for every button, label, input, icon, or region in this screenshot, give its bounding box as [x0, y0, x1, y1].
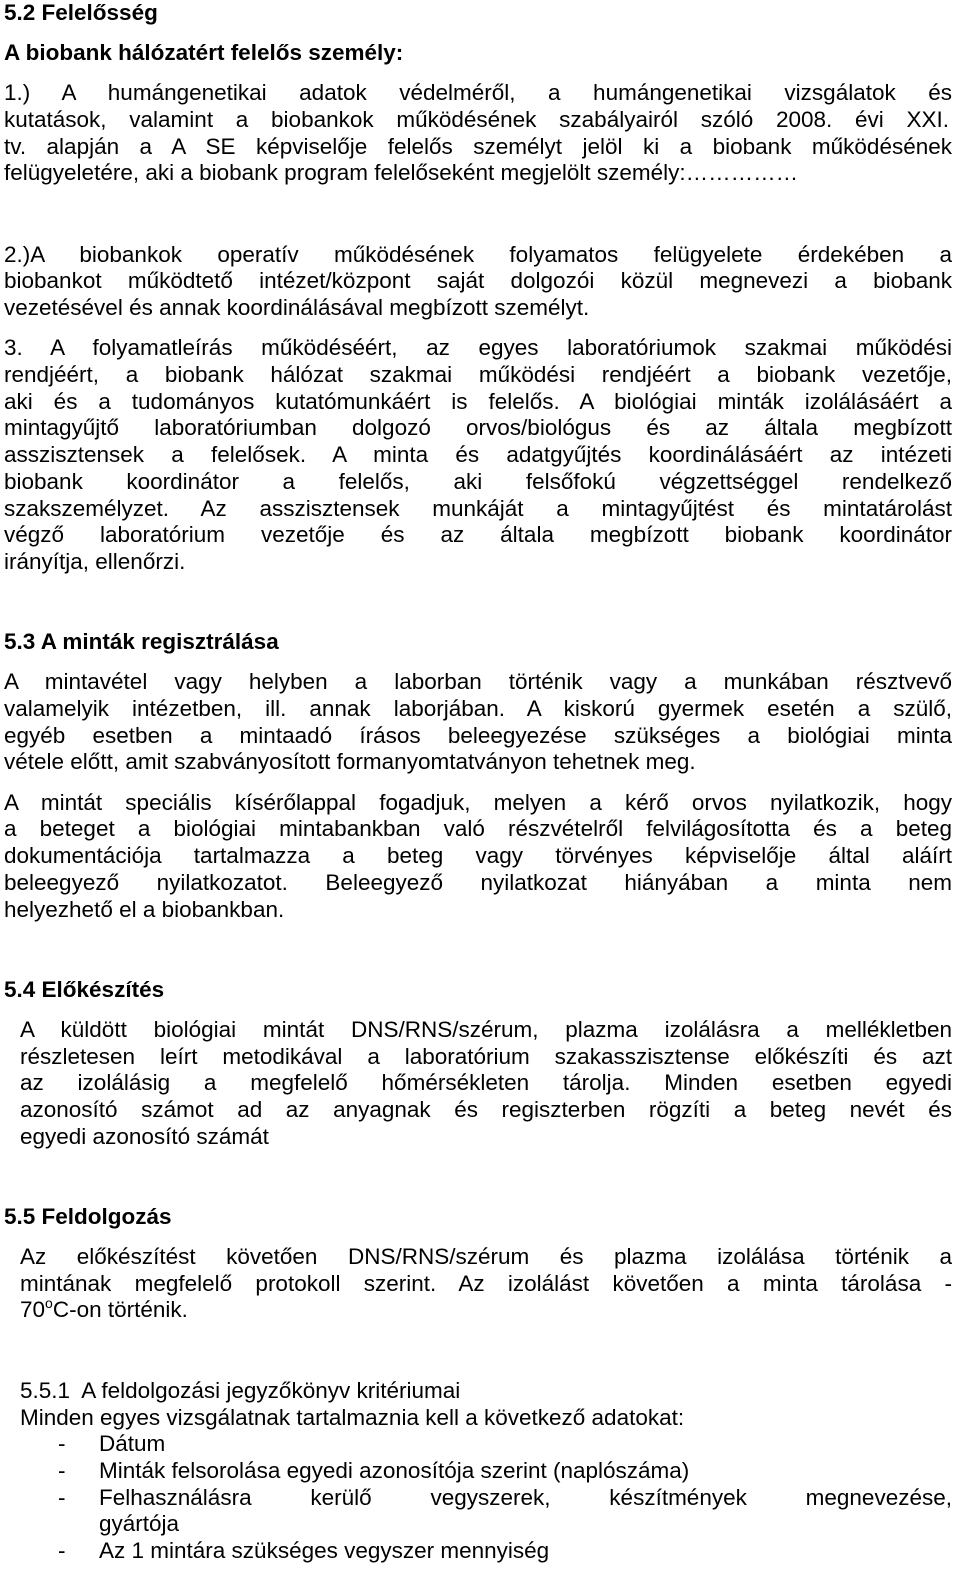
paragraph-line: tv. alapján a A SE képviselője felelős személyt jelöl ki a biobank működésének [4, 134, 952, 159]
paragraph-line: szakszemélyzet. Az asszisztensek munkáját a mintagyűjtést és mintatárolást [4, 496, 952, 521]
paragraph-line: 1.) A humángenetikai adatok védelméről, a humángenetikai vizsgálatok és [4, 80, 952, 105]
paragraph-line: egyedi azonosító számát [20, 1124, 269, 1149]
paragraph-line: rendjéért, a biobank hálózat szakmai működési rendjéért a biobank vezetője, [4, 362, 952, 387]
paragraph-line: helyezhető el a biobankban. [4, 897, 285, 922]
paragraph-line: mintagyűjtő laboratóriumban dolgozó orvos/biológus és az általa megbízott [4, 415, 952, 440]
paragraph-line: vétele előtt, amit szabványosított formanyomtatványon tehetnek meg. [4, 749, 696, 774]
list-bullet: - [58, 1485, 66, 1510]
paragraph-line: felügyeletére, aki a biobank program felelőseként megjelölt személy:…………… [4, 160, 799, 185]
paragraph-line [20, 1297, 188, 1324]
section-heading: 5.3 A minták regisztrálása [4, 629, 279, 654]
list-item: Felhasználásra kerülő vegyszerek, készítmények megnevezése, [99, 1485, 952, 1510]
paragraph-line: A küldött biológiai mintát DNS/RNS/szérum, plazma izolálásra a mellékletben [20, 1017, 952, 1042]
paragraph-line: A mintát speciális kísérőlappal fogadjuk, melyen a kérő orvos nyilatkozik, hogy [4, 790, 952, 815]
paragraph-line: asszisztensek a felelősek. A minta és adatgyűjtés koordinálásáért az intézeti [4, 442, 952, 467]
paragraph-line: az izolálásig a megfelelő hőmérsékleten tárolja. Minden esetben egyedi [20, 1070, 952, 1095]
subsection-heading: 5.5.1 A feldolgozási jegyzőkönyv kritériumai [20, 1378, 461, 1403]
paragraph-line: kutatások, valamint a biobankok működésének szabályairól szóló 2008. évi XXI. [4, 107, 949, 132]
paragraph-line: irányítja, ellenőrzi. [4, 549, 186, 574]
list-bullet: - [58, 1431, 66, 1456]
section-heading: 5.4 Előkészítés [4, 977, 165, 1002]
section-heading: 5.5 Feldolgozás [4, 1204, 172, 1229]
paragraph-line: egyéb esetben a mintaadó írásos beleegyezése szükséges a biológiai minta [4, 723, 952, 748]
list-item: Minták felsorolása egyedi azonosítója szerint (naplószáma) [99, 1458, 690, 1483]
paragraph-line: Az előkészítést követően DNS/RNS/szérum és plazma izolálása történik a [20, 1244, 952, 1269]
paragraph-line: részletesen leírt metodikával a laboratórium szakasszisztense előkészíti és azt [20, 1044, 952, 1069]
paragraph-line: a beteget a biológiai mintabankban való részvételről felvilágosította és a beteg [4, 816, 952, 841]
paragraph-line: dokumentációja tartalmazza a beteg vagy törvényes képviselője által aláírt [4, 843, 952, 868]
paragraph-line: beleegyező nyilatkozatot. Beleegyező nyilatkozat hiányában a minta nem [4, 870, 952, 895]
paragraph-line: aki és a tudományos kutatómunkáért is felelős. A biológiai minták izolálásáért a [4, 389, 952, 414]
list-item: Dátum [99, 1431, 166, 1456]
paragraph-line: vezetésével és annak koordinálásával megbízott személyt. [4, 295, 590, 320]
section-heading: 5.2 Felelősség [4, 0, 158, 25]
degree-symbol: o [45, 1295, 53, 1311]
temperature-text: C-on történik. [52, 1297, 188, 1322]
paragraph-line: mintának megfelelő protokoll szerint. Az izolálást követően a minta tárolása - [20, 1271, 952, 1296]
paragraph-line: 3. A folyamatleírás működéséért, az egyes laboratóriumok szakmai működési [4, 335, 952, 360]
subheading: A biobank hálózatért felelős személy: [4, 40, 404, 65]
paragraph-line: azonosító számot ad az anyagnak és regiszterben rögzíti a beteg nevét és [20, 1097, 952, 1122]
list-item-continuation: gyártója [99, 1511, 180, 1536]
paragraph-line: végző laboratórium vezetője és az általa megbízott biobank koordinátor [4, 522, 952, 547]
paragraph-line: valamelyik intézetben, ill. annak laborjában. A kiskorú gyermek esetén a szülő, [4, 696, 952, 721]
paragraph-line: biobank koordinátor a felelős, aki felsőfokú végzettséggel rendelkező [4, 469, 952, 494]
paragraph-line: A mintavétel vagy helyben a laborban történik vagy a munkában résztvevő [4, 669, 952, 694]
list-bullet: - [58, 1458, 66, 1483]
temperature-value: 70 [20, 1297, 46, 1322]
list-bullet: - [58, 1538, 66, 1563]
paragraph-line: biobankot működtető intézet/központ saját dolgozói közül megnevezi a biobank [4, 268, 952, 293]
paragraph-line: 2.)A biobankok operatív működésének folyamatos felügyelete érdekében a [4, 242, 952, 267]
list-item: Az 1 mintára szükséges vegyszer mennyiség [99, 1538, 550, 1563]
list-intro: Minden egyes vizsgálatnak tartalmaznia kell a következő adatokat: [20, 1405, 685, 1430]
